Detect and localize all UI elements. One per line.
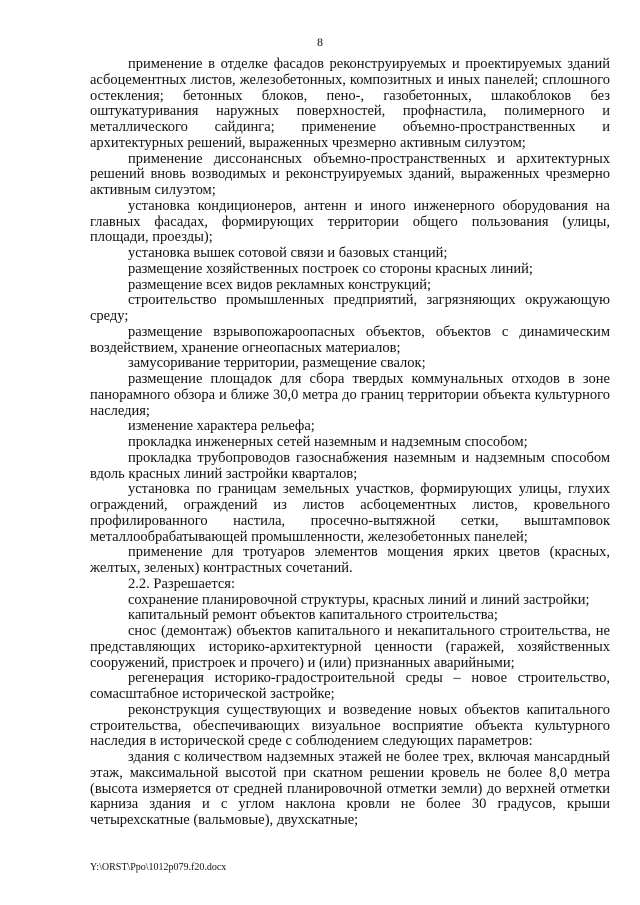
- page-number: 8: [317, 35, 323, 49]
- paragraph: замусоривание территории, размещение свалок;: [128, 355, 426, 372]
- paragraph: прокладка инженерных сетей наземным и надземным способом;: [128, 434, 528, 450]
- paragraph: прокладка трубопроводов газоснабжения наземным и надземным способом вдоль красных линий застройки кварталов;: [90, 449, 610, 482]
- paragraph: изменение характера рельефа;: [128, 418, 315, 435]
- paragraph: размещение хозяйственных построек со стороны красных линий;: [128, 260, 533, 277]
- section-heading: 2.2. Разрешается:: [128, 575, 235, 592]
- paragraph: применение для тротуаров элементов мощения ярких цветов (красных, желтых, зеленых) контрастных сочетаний.: [90, 544, 610, 576]
- paragraph: снос (демонтаж) объектов капитального и некапитального строительства, не представляющих историко-архитектурной ценности (гаражей, хозяйственных сооружений, пристроек и прочего) и (или) признанных аварийными;: [90, 623, 610, 671]
- paragraph: капитальный ремонт объектов капитального строительства;: [128, 607, 498, 624]
- footer-file-path: Y:\ORST\Ppo\1012p079.f20.docx: [90, 862, 227, 873]
- paragraph: применение в отделке фасадов реконструируемых и проектируемых зданий асбоцементных листов, железобетонных, композитных и иных панелей; сплошного остекления; бетонных блоков, пено-, газобетонных, шлакоблоков без оштукатуривания наружных поверхностей, профнастила, полимерного и металлического сайдинга; применение объемно-пространственных и архитектурных решений, выраженных чрезмерно активным силуэтом;: [90, 56, 610, 151]
- paragraph: установка кондиционеров, антенн и иного инженерного оборудования на главных фасадах, формирующих территории общего пользования (улицы, площади, проезды);: [90, 197, 610, 246]
- paragraph: установка вышек сотовой связи и базовых станций;: [128, 245, 448, 261]
- paragraph: размещение взрывопожароопасных объектов, объектов с динамическим воздействием, хранение огнеопасных материалов;: [90, 323, 610, 356]
- paragraph: здания с количеством надземных этажей не более трех, включая мансардный этаж, максимальной высотой при скатном решении кровель не более 8,0 метра (высота измеряется от средней планировочной отметки земли) до верхней отметки карниза здания и с углом наклона кровли не более 30 градусов, крыши четырехскатные (вальмовые), двухскатные;: [90, 749, 610, 828]
- paragraph: строительство промышленных предприятий, загрязняющих окружающую среду;: [90, 292, 610, 324]
- paragraph: применение диссонансных объемно-пространственных и архитектурных решений вновь возводимых и реконструируемых зданий, выраженных чрезмерно активным силуэтом;: [90, 150, 610, 198]
- paragraph: регенерация историко-градостроительной среды – новое строительство, сомасштабное исторической застройке;: [90, 670, 610, 702]
- paragraph: размещение площадок для сбора твердых коммунальных отходов в зоне панорамного обзора и ближе 30,0 метра до границ территории объекта культурного наследия;: [90, 371, 610, 419]
- document-body: [90, 57, 610, 829]
- paragraph: сохранение планировочной структуры, красных линий и линий застройки;: [128, 591, 590, 608]
- paragraph: установка по границам земельных участков, формирующих улицы, глухих ограждений, ограждений из листов асбоцементных листов, кровельного профилированного настила, просечно-вытяжной сетки, выштамповок металлообрабатывающей промышленности, железобетонных панелей;: [90, 481, 610, 545]
- paragraph: размещение всех видов рекламных конструкций;: [128, 276, 432, 293]
- paragraph: реконструкция существующих и возведение новых объектов капитального строительства, обеспечивающих визуальное восприятие объекта культурного наследия в исторической среде с соблюдением следующих параметров:: [90, 701, 610, 750]
